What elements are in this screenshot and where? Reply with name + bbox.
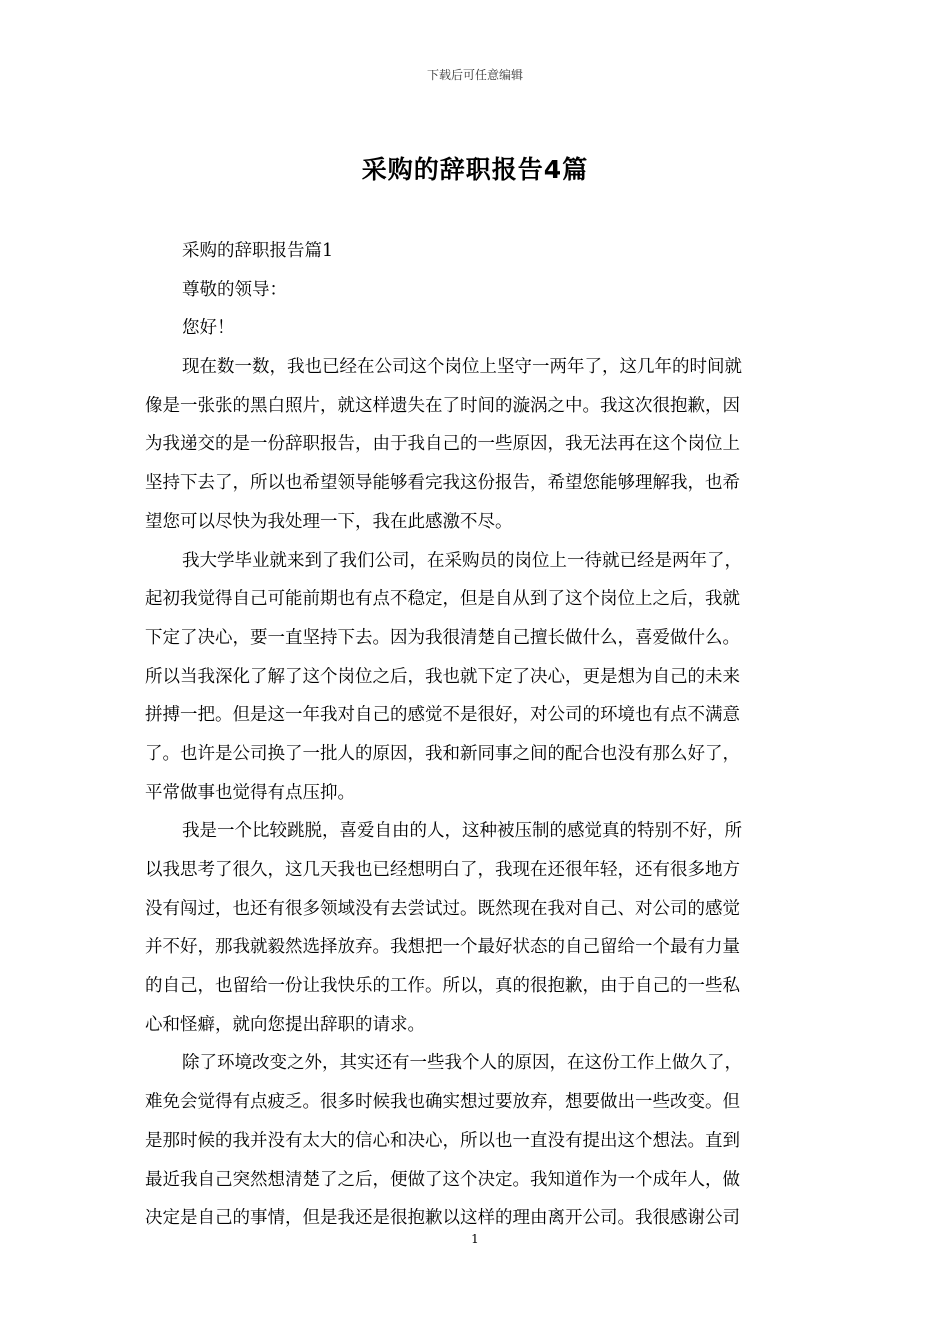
text-line: 现在数一数，我也已经在公司这个岗位上坚守一两年了，这几年的时间就 bbox=[182, 357, 742, 378]
text-line: 难免会觉得有点疲乏。很多时候我也确实想过要放弃，想要做出一些改变。但 bbox=[145, 1092, 740, 1113]
text-line: 除了环境改变之外，其实还有一些我个人的原因，在这份工作上做久了， bbox=[182, 1053, 742, 1074]
text-line: 并不好，那我就毅然选择放弃。我想把一个最好状态的自己留给一个最有力量 bbox=[145, 937, 740, 958]
text-line: 我是一个比较跳脱，喜爱自由的人，这种被压制的感觉真的特别不好，所 bbox=[182, 821, 742, 842]
text-line: 尊敬的领导： bbox=[182, 279, 287, 300]
text-line: 心和怪癖，就向您提出辞职的请求。 bbox=[145, 1014, 425, 1035]
page-number: 1 bbox=[471, 1232, 479, 1246]
document-body bbox=[145, 232, 807, 1238]
text-line: 没有闯过，也还有很多领域没有去尝试过。既然现在我对自己、对公司的感觉 bbox=[145, 898, 740, 919]
document-title: 采购的辞职报告4篇 bbox=[361, 155, 589, 184]
text-line: 决定是自己的事情，但是我还是很抱歉以这样的理由离开公司。我很感谢公司 bbox=[145, 1208, 740, 1229]
text-line: 采购的辞职报告篇1 bbox=[182, 241, 334, 261]
text-line: 的自己，也留给一份让我快乐的工作。所以，真的很抱歉，由于自己的一些私 bbox=[145, 976, 740, 997]
page-header: 下载后可任意编辑 bbox=[426, 68, 523, 82]
text-line: 为我递交的是一份辞职报告，由于我自己的一些原因，我无法再在这个岗位上 bbox=[145, 434, 740, 455]
text-line: 以我思考了很久，这几天我也已经想明白了，我现在还很年轻，还有很多地方 bbox=[145, 860, 740, 880]
text-line: 是那时候的我并没有太大的信心和决心，所以也一直没有提出这个想法。直到 bbox=[145, 1130, 740, 1151]
text-line: 您好！ bbox=[182, 318, 235, 339]
text-line: 起初我觉得自己可能前期也有点不稳定，但是自从到了这个岗位上之后，我就 bbox=[145, 589, 740, 610]
text-line: 像是一张张的黑白照片，就这样遗失在了时间的漩涡之中。我这次很抱歉，因 bbox=[145, 395, 740, 416]
text-line: 拼搏一把。但是这一年我对自己的感觉不是很好，对公司的环境也有点不满意 bbox=[145, 705, 740, 726]
text-line: 最近我自己突然想清楚了之后，便做了这个决定。我知道作为一个成年人，做 bbox=[145, 1169, 740, 1190]
text-line: 我大学毕业就来到了我们公司，在采购员的岗位上一待就已经是两年了， bbox=[182, 550, 742, 571]
text-line: 所以当我深化了解了这个岗位之后，我也就下定了决心，更是想为自己的未来 bbox=[145, 666, 740, 687]
text-line: 下定了决心，要一直坚持下去。因为我很清楚自己擅长做什么，喜爱做什么。 bbox=[145, 627, 740, 648]
text-line: 了。也许是公司换了一批人的原因，我和新同事之间的配合也没有那么好了， bbox=[145, 743, 740, 764]
text-line: 望您可以尽快为我处理一下，我在此感激不尽。 bbox=[145, 511, 513, 532]
text-line: 平常做事也觉得有点压抑。 bbox=[145, 782, 355, 803]
text-line: 坚持下去了，所以也希望领导能够看完我这份报告，希望您能够理解我，也希 bbox=[145, 473, 740, 494]
